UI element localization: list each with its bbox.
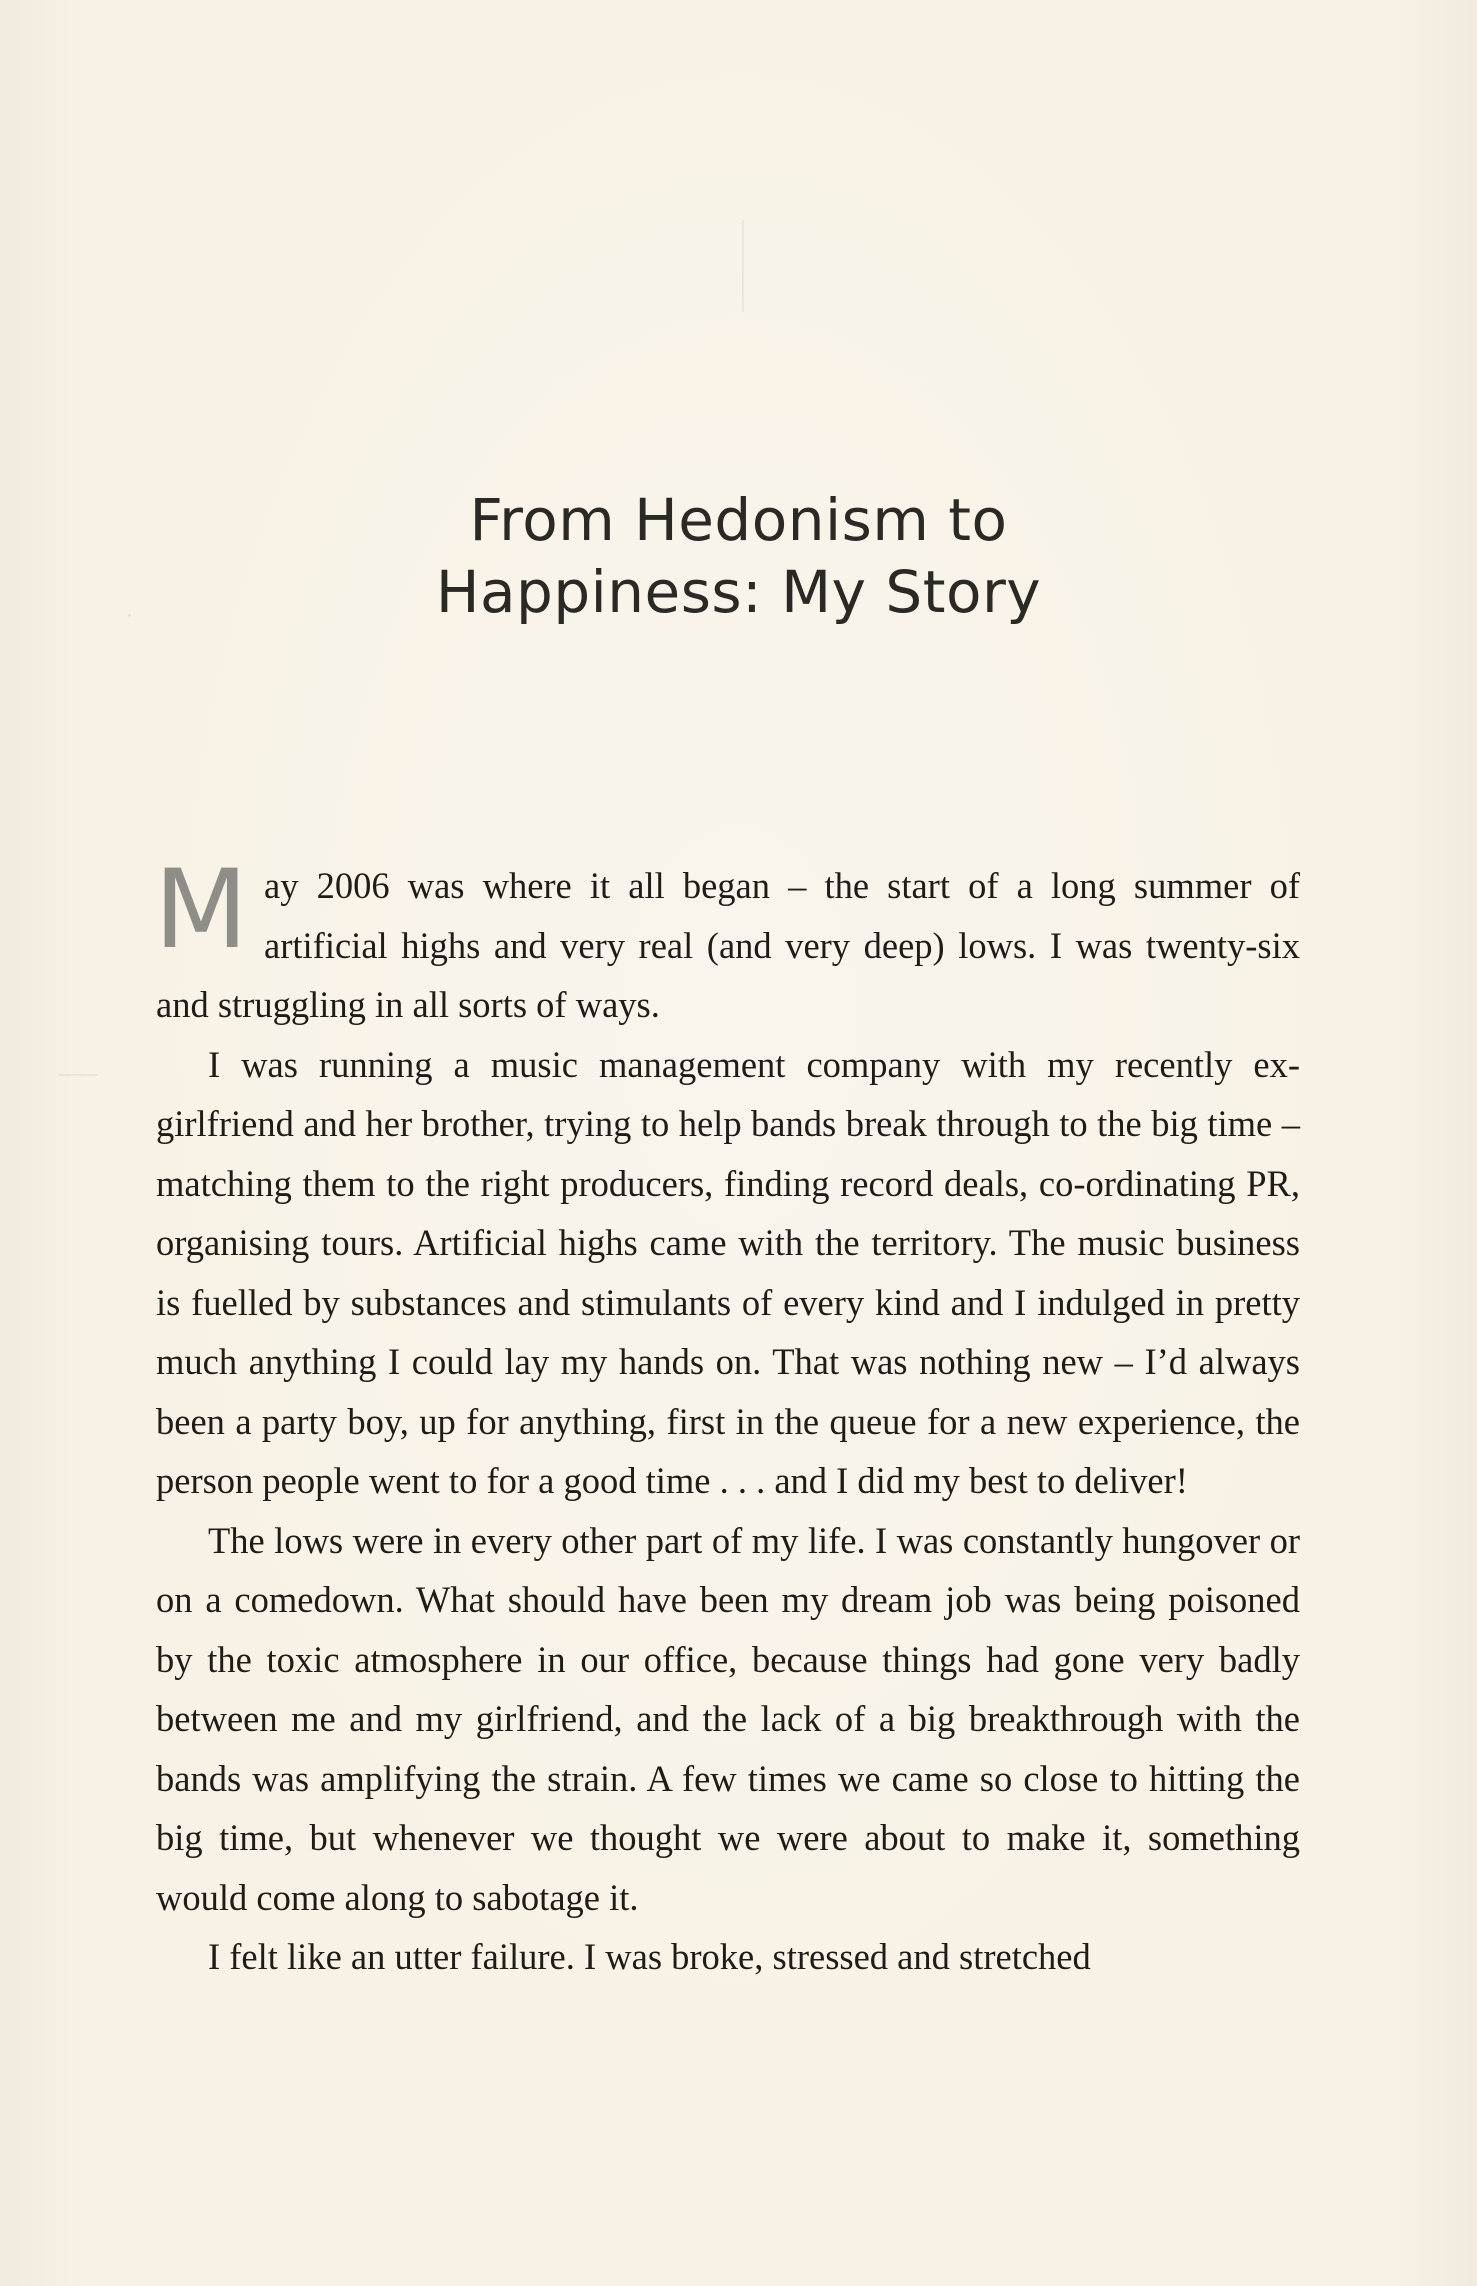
- chapter-title-line-2: Happiness: My Story: [435, 558, 1042, 626]
- paragraph-3: The lows were in every other part of my life. I was constantly hungover or on a comedown. What should have been my dream job was being poisoned by the toxic atmosphere in our office, because things had gone very badly between me and my girlfriend, and the lack of a big breakthrough with the bands was amplifying the strain. A few times we came so close to hitting the big time, but whenever we thought we were about to make it, something would come along to sabotage it.: [156, 1519, 1300, 1918]
- chapter-title-line-1: From Hedonism to: [469, 486, 1008, 554]
- scan-speck: [128, 614, 131, 617]
- paragraph-4: I felt like an utter failure. I was broke, stressed and stretched: [208, 1936, 1091, 1977]
- paragraph-2: I was running a music management company with my recently ex-girlfriend and her brother, trying to help bands break through to the big time – matching them to the right producers, finding record deals, co-ordinating PR, organising tours. Artificial highs came with the territory. The music business is fuelled by substances and stimulants of every kind and I indulged in pretty much anything I could lay my hands on. That was nothing new – I’d always been a party boy, up for anything, first in the queue for a new experience, the person people went to for a good time . . . and I did my best to deliver!: [156, 1043, 1300, 1501]
- scan-line-left: [58, 1074, 98, 1076]
- chapter-title: [0, 484, 1477, 628]
- scan-line-top: [742, 220, 744, 312]
- drop-cap: M: [154, 846, 249, 973]
- chapter-body: [154, 846, 1300, 1987]
- paragraph-1: [154, 846, 1300, 1035]
- paragraph-1-text: ay 2006 was where it all began – the start of a long summer of artificial highs and very real (and very deep) lows. I was twenty-six and struggling in all sorts of ways.: [156, 865, 1300, 1025]
